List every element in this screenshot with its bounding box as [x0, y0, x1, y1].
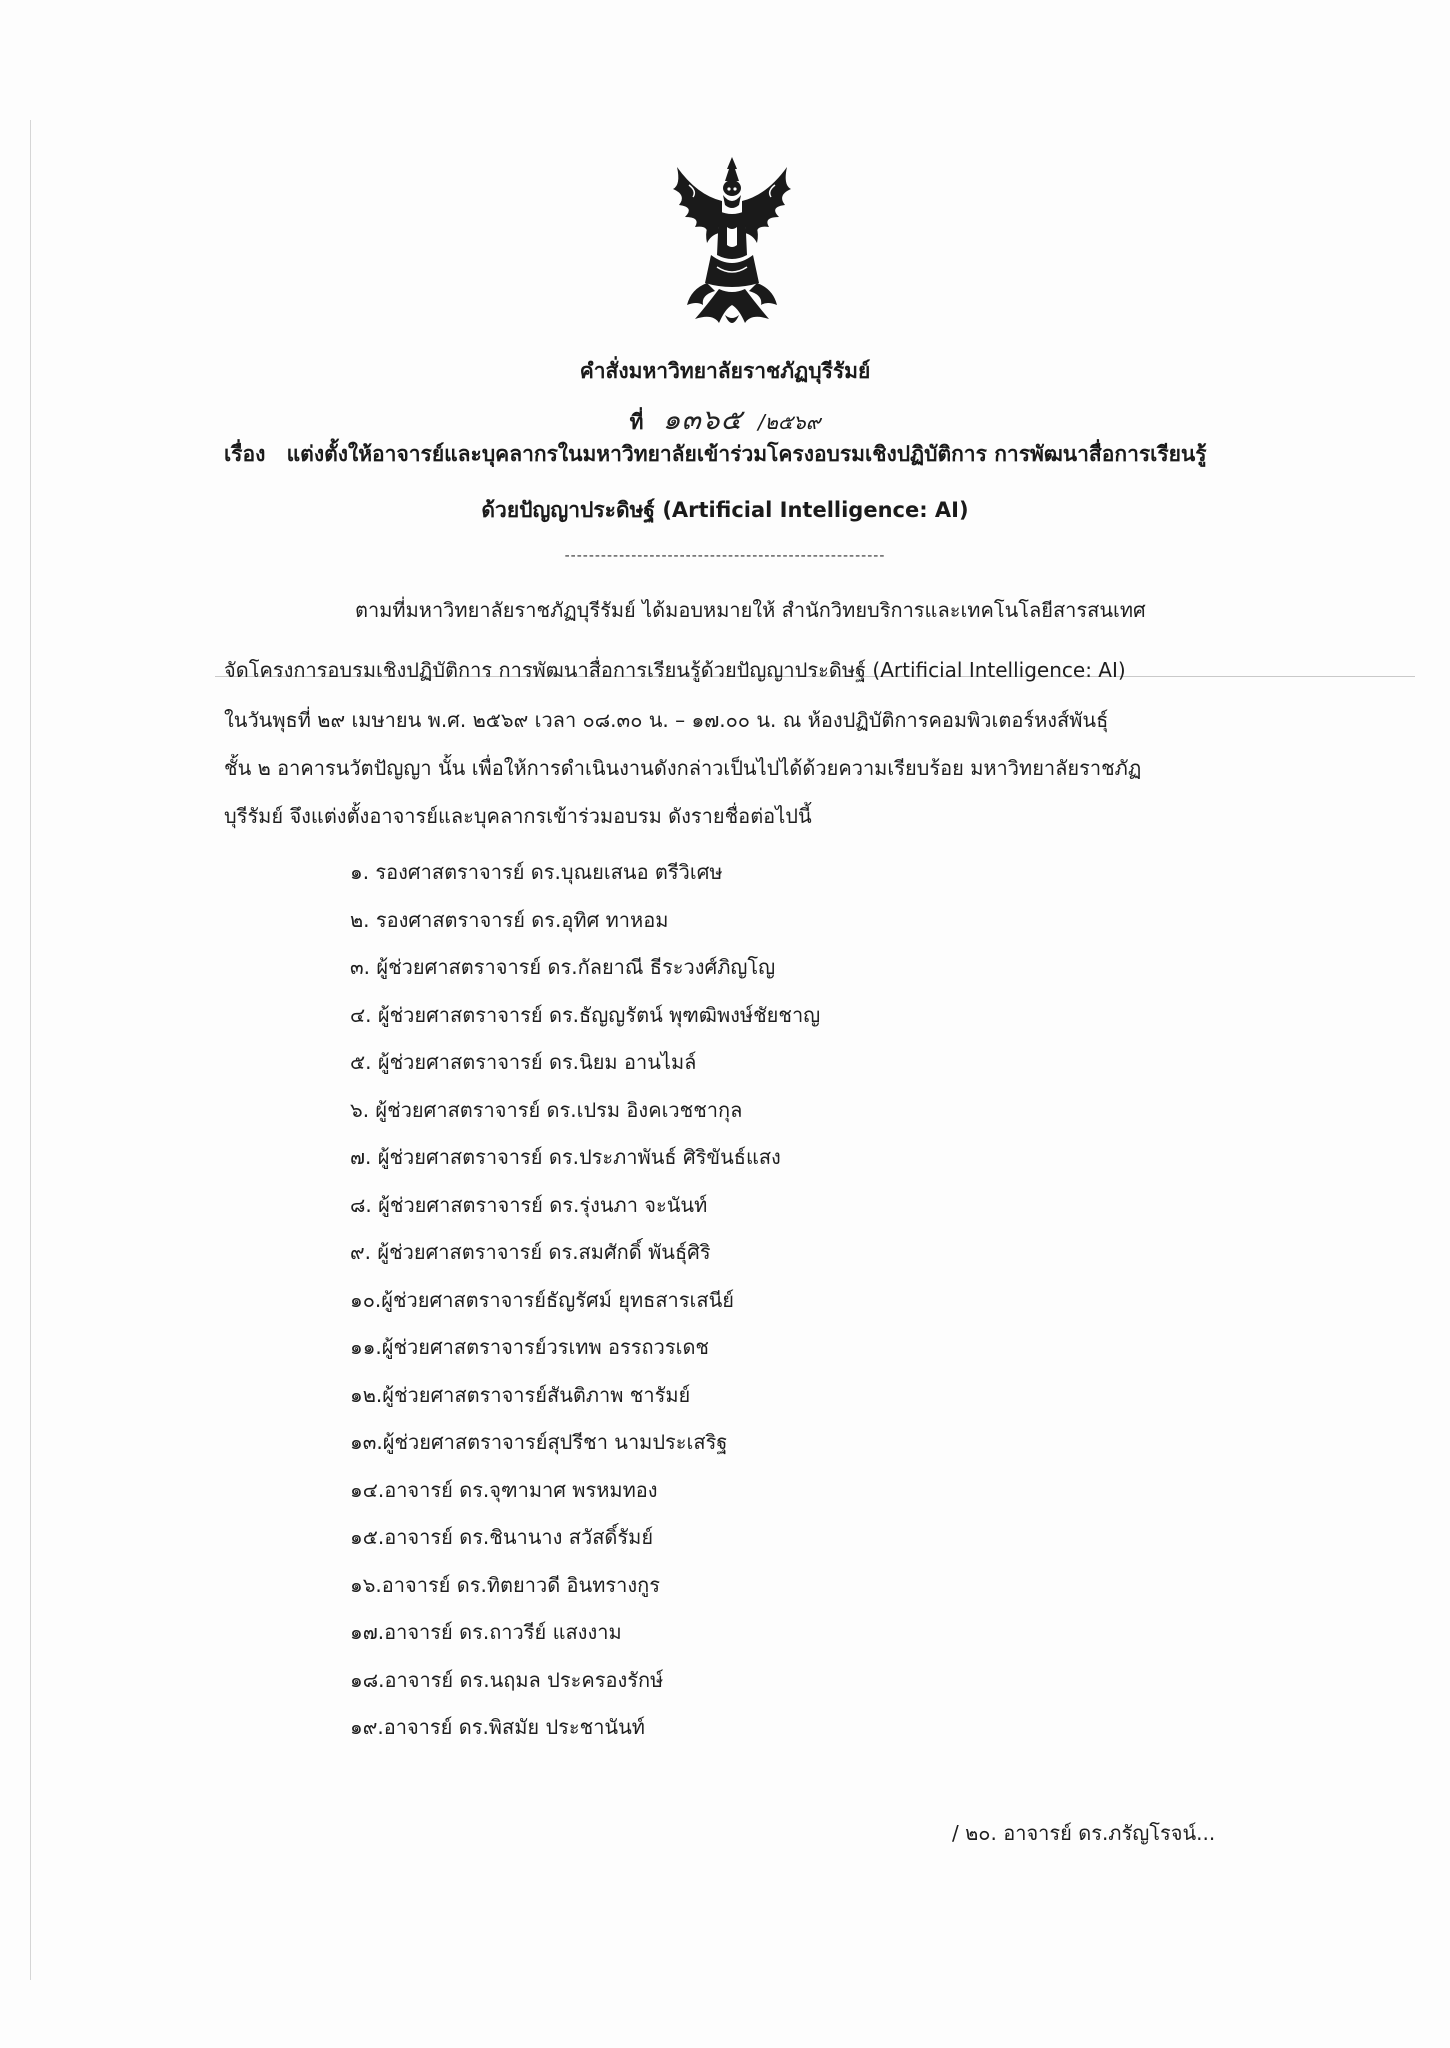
- order-number: [0, 398, 1450, 442]
- subject-line-2: ด้วยปัญญาประดิษฐ์ (Artificial Intelligence: AI): [481, 498, 969, 522]
- list-item: ๑๐.ผู้ช่วยศาสตราจารย์ธัญรัศม์ ยุทธสารเสนีย์: [350, 1287, 734, 1312]
- order-number-label: ที่: [629, 410, 644, 434]
- list-item: ๕. ผู้ช่วยศาสตราจารย์ ดร.นิยม อานไมล์: [350, 1050, 697, 1074]
- list-item: ๑๖.อาจารย์ ดร.ทิตยาวดี อินทรางกูร: [350, 1572, 660, 1597]
- list-item: ๑๒.ผู้ช่วยศาสตราจารย์สันติภาพ ชารัมย์: [350, 1382, 691, 1407]
- order-number-handwritten: ๑๓๖๕: [662, 403, 743, 436]
- subject-label: เรื่อง: [224, 442, 266, 466]
- document-title: คำสั่งมหาวิทยาลัยราชภัฏบุรีรัมย์: [579, 359, 871, 383]
- list-item: ๑. รองศาสตราจารย์ ดร.บุณยเสนอ ตรีวิเศษ: [350, 860, 723, 884]
- list-item: ๑๑.ผู้ช่วยศาสตราจารย์วรเทพ อรรถวรเดช: [350, 1335, 710, 1359]
- separator-line: -----------------------------------------------------: [564, 548, 886, 564]
- list-item: ๑๙.อาจารย์ ดร.พิสมัย ประชานันท์: [350, 1715, 645, 1739]
- list-item: ๑๔.อาจารย์ ดร.จุฑามาศ พรหมทอง: [350, 1477, 658, 1502]
- body-line-2: จัดโครงการอบรมเชิงปฏิบัติการ การพัฒนาสื่อการเรียนรู้ด้วยปัญญาประดิษฐ์ (Artificial Intelligence: AI): [224, 658, 1126, 682]
- list-item: ๑๘.อาจารย์ ดร.นฤมล ประครองรักษ์: [350, 1667, 664, 1692]
- list-item: ๗. ผู้ช่วยศาสตราจารย์ ดร.ประภาพันธ์ ศิริขันธ์แสง: [350, 1145, 781, 1169]
- subject-line-1: [224, 438, 1207, 471]
- body-line-4: ชั้น ๒ อาคารนวัตปัญญา นั้น เพื่อให้การดำเนินงานดังกล่าวเป็นไปได้ด้วยความเรียบร้อย มหาวิทยาลัยราชภัฏ: [224, 756, 1142, 780]
- body-line-1: ตามที่มหาวิทยาลัยราชภัฏบุรีรัมย์ ได้มอบหมายให้ สำนักวิทยบริการและเทคโนโลยีสารสนเทศ: [355, 598, 1146, 622]
- continuation-note: / ๒๐. อาจารย์ ดร.ภรัญโรจน์...: [952, 1821, 1216, 1845]
- list-item: ๑๕.อาจารย์ ดร.ชินานาง สวัสดิ์รัมย์: [350, 1525, 654, 1549]
- list-item: ๑๗.อาจารย์ ดร.ถาวรีย์ แสงงาม: [350, 1620, 622, 1644]
- list-item: ๘. ผู้ช่วยศาสตราจารย์ ดร.รุ่งนภา จะนันท์: [350, 1192, 708, 1217]
- order-number-year: /๒๕๖๙: [757, 410, 821, 434]
- garuda-emblem-icon: [667, 155, 797, 335]
- body-line-3: ในวันพุธที่ ๒๙ เมษายน พ.ศ. ๒๕๖๙ เวลา ๐๘.๓๐ น. – ๑๗.๐๐ น. ณ ห้องปฏิบัติการคอมพิวเตอร์หงส์พันธุ์: [224, 708, 1109, 732]
- list-item: ๖. ผู้ช่วยศาสตราจารย์ ดร.เปรม อิงคเวชชากุล: [350, 1097, 743, 1122]
- list-item: ๙. ผู้ช่วยศาสตราจารย์ ดร.สมศักดิ์ พันธุ์ศิริ: [350, 1240, 711, 1264]
- list-item: ๔. ผู้ช่วยศาสตราจารย์ ดร.ธัญญรัตน์ พุฑฒิพงษ์ชัยชาญ: [350, 1002, 821, 1027]
- list-item: ๑๓.ผู้ช่วยศาสตราจารย์สุปรีชา นามประเสริฐ: [350, 1430, 728, 1454]
- body-line-5: บุรีรัมย์ จึงแต่งตั้งอาจารย์และบุคลากรเข้าร่วมอบรม ดังรายชื่อต่อไปนี้: [224, 804, 812, 828]
- list-item: ๓. ผู้ช่วยศาสตราจารย์ ดร.กัลยาณี ธีระวงศ์ภิญโญ: [350, 955, 776, 979]
- list-item: ๒. รองศาสตราจารย์ ดร.อุทิศ ทาหอม: [350, 907, 669, 932]
- participant-list: [350, 862, 820, 1765]
- subject-text-1: แต่งตั้งให้อาจารย์และบุคลากรในมหาวิทยาลัยเข้าร่วมโครงอบรมเชิงปฏิบัติการ การพัฒนาสื่อการเรียนรู้: [286, 442, 1207, 466]
